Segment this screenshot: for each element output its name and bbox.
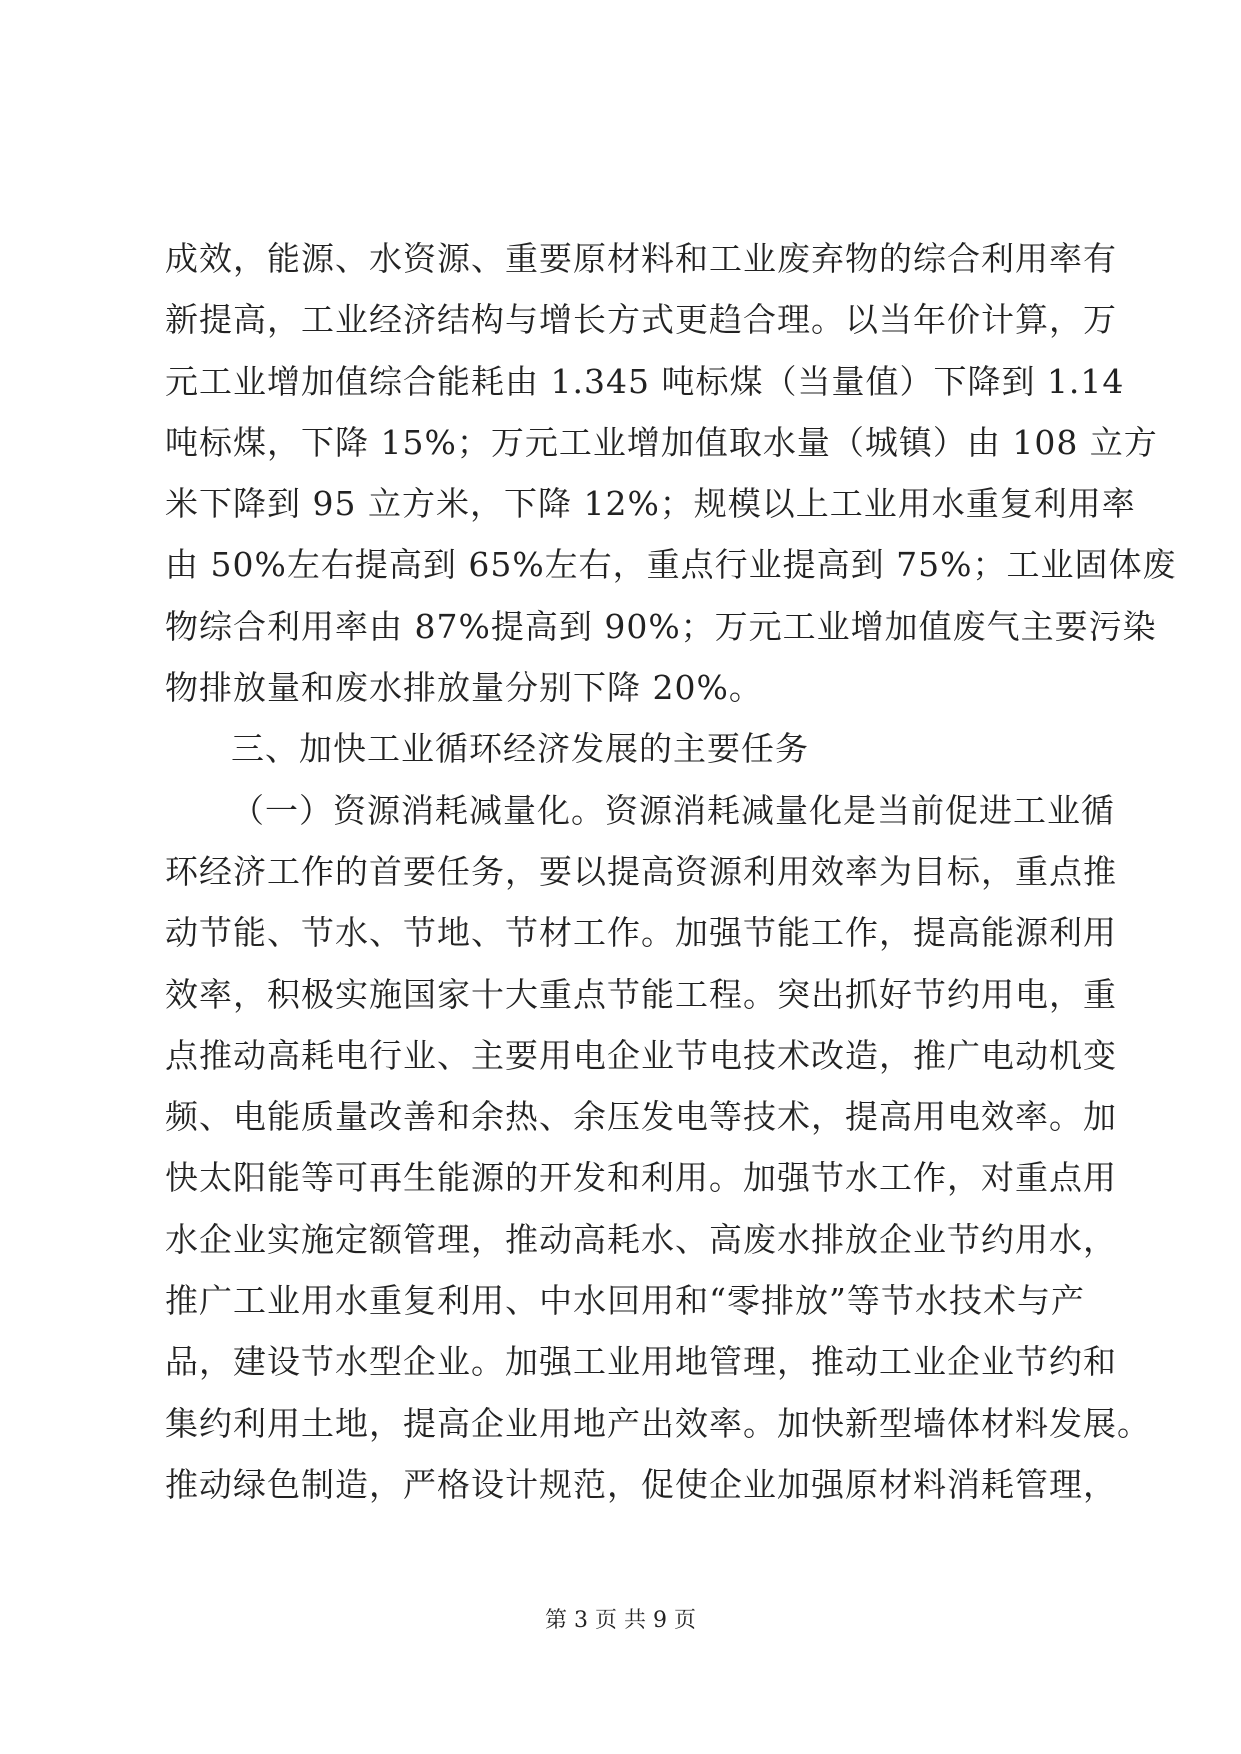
text-line: 由 50%左右提高到 65%左右，重点行业提高到 75%；工业固体废 bbox=[165, 545, 1177, 585]
text-line: 频、电能质量改善和余热、余压发电等技术，提高用电效率。加 bbox=[165, 1097, 1117, 1137]
text-line: 物排放量和废水排放量分别下降 20%。 bbox=[165, 668, 763, 708]
text-line: 推动绿色制造，严格设计规范，促使企业加强原材料消耗管理， bbox=[165, 1464, 1117, 1504]
text-line: 成效，能源、水资源、重要原材料和工业废弃物的综合利用率有 bbox=[165, 239, 1117, 278]
text-line: 元工业增加值综合能耗由 1.345 吨标煤（当量值）下降到 1.14 bbox=[165, 361, 1125, 401]
text-line: 品，建设节水型企业。加强工业用地管理，推动工业企业节约和 bbox=[165, 1342, 1117, 1382]
text-line: 推广工业用水重复利用、中水回用和“零排放”等节水技术与产 bbox=[165, 1281, 1085, 1321]
text-line: （一）资源消耗减量化。资源消耗减量化是当前促进工业循 bbox=[231, 790, 1115, 830]
text-line: 动节能、节水、节地、节材工作。加强节能工作，提高能源利用 bbox=[165, 913, 1117, 953]
text-line: 米下降到 95 立方米，下降 12%；规模以上工业用水重复利用率 bbox=[165, 484, 1136, 524]
text-line: 效率，积极实施国家十大重点节能工程。突出抓好节约用电，重 bbox=[165, 974, 1117, 1014]
text-line: 集约利用土地，提高企业用地产出效率。加快新型墙体材料发展。 bbox=[165, 1403, 1151, 1443]
page-number-footer: 第 3 页 共 9 页 bbox=[545, 1608, 696, 1633]
text-line: 吨标煤，下降 15%；万元工业增加值取水量（城镇）由 108 立方 bbox=[165, 422, 1158, 462]
text-line: 环经济工作的首要任务，要以提高资源利用效率为目标，重点推 bbox=[165, 851, 1117, 891]
text-line: 快太阳能等可再生能源的开发和利用。加强节水工作，对重点用 bbox=[165, 1158, 1117, 1198]
text-line: 水企业实施定额管理，推动高耗水、高废水排放企业节约用水， bbox=[165, 1219, 1117, 1259]
document-body bbox=[165, 228, 1177, 1515]
text-line: 新提高，工业经济结构与增长方式更趋合理。以当年价计算，万 bbox=[165, 300, 1117, 340]
text-line: 点推动高耗电行业、主要用电企业节电技术改造，推广电动机变 bbox=[165, 1035, 1117, 1075]
section-heading: 三、加快工业循环经济发展的主要任务 bbox=[231, 729, 809, 769]
text-line: 物综合利用率由 87%提高到 90%；万元工业增加值废气主要污染 bbox=[165, 606, 1157, 646]
